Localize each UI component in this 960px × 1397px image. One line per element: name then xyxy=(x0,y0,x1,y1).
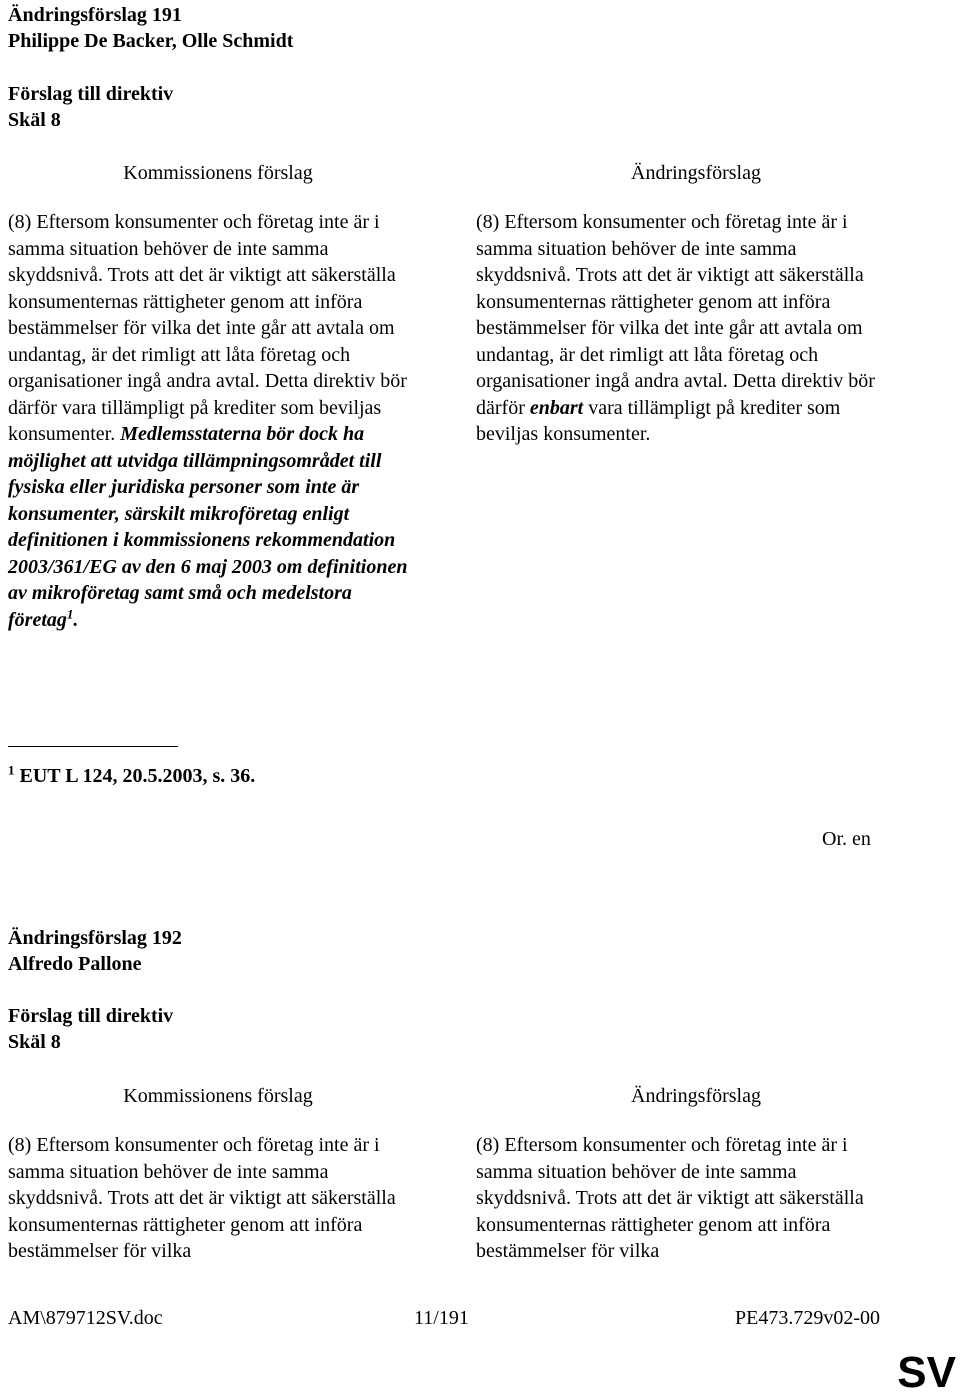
amendment-191-amendment-text xyxy=(476,209,876,448)
language-code: SV xyxy=(897,1348,956,1397)
commission-text-end: . xyxy=(73,608,79,631)
amendment-191-proposal: Förslag till direktiv xyxy=(8,83,174,105)
footnote-text: EUT L 124, 20.5.2003, s. 36. xyxy=(19,765,256,787)
amendment-191-left-heading: Kommissionens förslag xyxy=(123,162,313,184)
amendment-192-authors: Alfredo Pallone xyxy=(8,953,142,975)
amendment-text-emphasis: enbart xyxy=(529,396,584,419)
amendment-191-recital: Skäl 8 xyxy=(8,109,61,131)
amendment-192-amendment-text: (8) Eftersom konsumenter och företag inte är i samma situation behöver de inte samma skyddsnivå. Trots att det är viktigt att säkerställa konsumenternas rättigheter genom att införa bestämmelser för vilka xyxy=(476,1134,864,1262)
footer-doc-ref: AM\879712SV.doc xyxy=(8,1307,163,1329)
amendment-192-recital: Skäl 8 xyxy=(8,1031,61,1053)
amendment-192-commission-text: (8) Eftersom konsumenter och företag inte är i samma situation behöver de inte samma skyddsnivå. Trots att det är viktigt att säkerställa konsumenternas rättigheter genom att införa bestämmelser för vilka xyxy=(8,1134,396,1262)
amendment-191-title: Ändringsförslag 191 xyxy=(8,4,182,26)
amendment-192-proposal: Förslag till direktiv xyxy=(8,1005,174,1027)
footnote-separator xyxy=(8,746,178,747)
amendment-text-after: vara tillämpligt på krediter som beviljas konsumenter. xyxy=(476,396,841,445)
commission-text-plain: (8) Eftersom konsumenter och företag inte är i samma situation behöver de inte samma skyddsnivå. Trots att det är viktigt att säkerställa konsumenternas rättigheter genom att införa bestämmelser för vilka det inte går att avtala om undantag, är det rimligt att låta företag och organisationer ingå andra avtal. Detta direktiv bör därför vara tillämpligt på krediter som beviljas konsumenter. xyxy=(8,211,407,445)
amendment-192-title: Ändringsförslag 192 xyxy=(8,927,182,949)
amendment-text-before: (8) Eftersom konsumenter och företag inte är i samma situation behöver de inte samma skyddsnivå. Trots att det är viktigt att säkerställa konsumenternas rättigheter genom att införa bestämmelser för vilka det inte går att avtala om undantag, är det rimligt att låta företag och organisationer ingå andra avtal. Detta direktiv bör därför xyxy=(476,211,875,419)
commission-text-added: Medlemsstaterna bör dock ha möjlighet att utvidga tillämpningsområdet till fysiska eller juridiska personer som inte är konsumenter, särskilt mikroföretag enligt definitionen i kommissionens rekommendation 2003/361/EG av den 6 maj 2003 om definitionen av mikroföretag samt små och medelstora företag xyxy=(8,423,408,631)
footer-page-number: 11/191 xyxy=(414,1307,469,1329)
footnote-reference: 1 xyxy=(66,605,74,621)
footer-pe-ref: PE473.729v02-00 xyxy=(735,1307,880,1329)
original-language: Or. en xyxy=(822,828,871,850)
amendment-191-right-heading: Ändringsförslag xyxy=(631,162,761,184)
footnote-number: 1 xyxy=(8,762,15,778)
amendment-191-commission-text xyxy=(8,209,420,633)
amendment-192-right-heading: Ändringsförslag xyxy=(631,1085,761,1107)
footnote xyxy=(8,763,255,790)
amendment-192-left-heading: Kommissionens förslag xyxy=(123,1085,313,1107)
amendment-191-authors: Philippe De Backer, Olle Schmidt xyxy=(8,30,294,52)
